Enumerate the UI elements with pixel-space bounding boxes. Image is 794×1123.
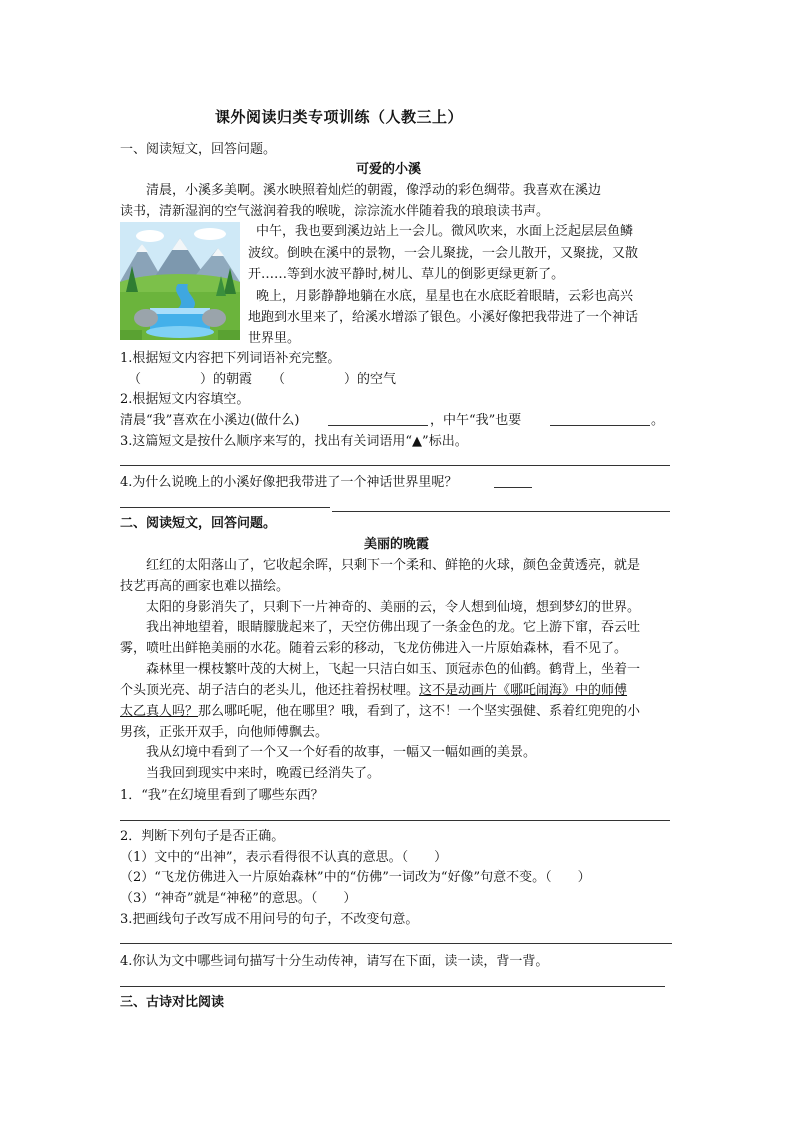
s1-q4-answer-blank[interactable] [494, 487, 532, 488]
page-title: 课外阅读归类专项训练（人教三上） [215, 108, 464, 126]
article-1-title: 可爱的小溪 [356, 162, 422, 177]
article-2-title: 美丽的晚霞 [364, 537, 430, 552]
underlined-sentence-part-1: 这不是动画片《哪吒闹海》中的师傅 [419, 683, 628, 698]
s2-paragraph-4-line-3 [120, 702, 640, 722]
s1-question-3: 3.这篇短文是按什么顺序来写的，找出有关词语用“▲”标出。 [120, 434, 468, 449]
s2-paragraph-2: 太阳的身影消失了，只剩下一片神奇的、美丽的云，令人想到仙境，想到梦幻的世界。 [146, 600, 641, 615]
s1-paragraph-1-line-2: 读书，清新湿润的空气滋润着我的喉咙，淙淙流水伴随着我的琅琅读书声。 [120, 204, 550, 219]
s2-q1-answer-line[interactable] [120, 820, 670, 821]
s1-q2-answer-line-2[interactable] [550, 425, 650, 426]
section-3-heading: 三、古诗对比阅读 [120, 995, 225, 1010]
s2-paragraph-1-line-1: 红红的太阳落山了，它收起余晖，只剩下一个柔和、鲜艳的火球，颜色金黄透亮，就是 [146, 558, 641, 573]
s2-q2-item-3: （3）“神奇”就是“神秘”的意思。（ ） [120, 891, 357, 906]
s2-p4-text-plain-2: 那么哪吒呢，他在哪里？哦，看到了，这不！一个坚实强健、系着红兜兜的小 [198, 704, 641, 719]
s2-q4-answer-line[interactable] [120, 986, 665, 987]
s1-paragraph-1-line-1: 清晨，小溪多美啊。溪水映照着灿烂的朝霞，像浮动的彩色绸带。我喜欢在溪边 [146, 183, 602, 198]
s1-paragraph-3-line-3: 世界里。 [248, 331, 301, 346]
s2-paragraph-4-line-4: 男孩，正张开双手，向他师傅飘去。 [120, 725, 329, 740]
s2-paragraph-3-line-1: 我出神地望着，眼睛朦胧起来了，天空仿佛出现了一条金色的龙。它上游下窜，吞云吐 [146, 620, 641, 635]
s2-paragraph-6: 当我回到现实中来时，晚霞已经消失了。 [146, 766, 381, 781]
s2-paragraph-4-line-2 [120, 681, 627, 701]
underlined-sentence-part-2: 太乙真人吗？ [120, 704, 199, 719]
s1-question-2: 2.根据短文内容填空。 [120, 392, 250, 407]
s1-q3-answer-line[interactable] [120, 465, 670, 466]
s1-question-1: 1.根据短文内容把下列词语补充完整。 [120, 351, 341, 366]
s2-question-4: 4.你认为文中哪些词句描写十分生动传神，请写在下面，读一读，背一背。 [120, 954, 549, 969]
s2-paragraph-5: 我从幻境中看到了一个又一个好看的故事，一幅又一幅如画的美景。 [146, 745, 537, 760]
s1-question-4: 4.为什么说晚上的小溪好像把我带进了一个神话世界里呢？ [120, 475, 458, 490]
section-2-heading: 二、阅读短文，回答问题。 [120, 516, 277, 531]
s1-paragraph-3-line-2: 地跑到水里来了，给溪水增添了银色。小溪好像把我带进了一个神话 [248, 310, 639, 325]
s1-q2-answer-line-1[interactable] [328, 425, 428, 426]
s1-q4-answer-line-short[interactable] [120, 507, 330, 508]
s1-q2-text-b: ，中午“我”也要 [430, 413, 522, 428]
s2-p4-text-plain: 个头顶光亮、胡子洁白的老头儿，他还拄着拐杖哩。 [120, 683, 420, 698]
s1-paragraph-2-line-1: 中午，我也要到溪边站上一会儿。微风吹来，水面上泛起层层鱼鳞 [256, 224, 634, 239]
s1-q1-close-2: ）的空气 [344, 372, 397, 387]
s1-paragraph-3-line-1: 晚上，月影静静地躺在水底，星星也在水底眨着眼睛，云彩也高兴 [256, 289, 634, 304]
s1-paragraph-2-line-3: 开……等到水波平静时,树儿、草儿的倒影更绿更新了。 [248, 267, 565, 282]
s1-q4-answer-line-long[interactable] [332, 511, 670, 512]
s2-question-3: 3.把画线句子改写成不用问号的句子，不改变句意。 [120, 912, 419, 927]
s1-q2-text-c: 。 [651, 413, 665, 428]
s2-question-1: 1．“我”在幻境里看到了哪些东西？ [120, 788, 324, 803]
s1-paragraph-2-line-2: 波纹。倒映在溪中的景物，一会儿聚拢，一会儿散开，又聚拢，又散 [248, 246, 639, 261]
s2-paragraph-3-line-2: 雾，喷吐出鲜艳美丽的水花。随着云彩的移动，飞龙仿佛进入一片原始森林，看不见了。 [120, 641, 628, 656]
stream-illustration [120, 222, 240, 340]
section-1-heading: 一、阅读短文，回答问题。 [120, 142, 277, 157]
s2-paragraph-1-line-2: 技艺再高的画家也难以描绘。 [120, 579, 290, 594]
s2-paragraph-4-line-1: 森林里一棵枝繁叶茂的大树上，飞起一只洁白如玉、顶冠赤色的仙鹤。鹤背上，坐着一 [146, 662, 641, 677]
s2-q3-answer-line[interactable] [120, 943, 672, 944]
s1-q1-close-1: ）的朝霞 [200, 372, 253, 387]
s2-question-2: 2．判断下列句子是否正确。 [120, 829, 285, 844]
s2-q2-item-1: （1）文中的“出神”，表示看得很不认真的意思。（ ） [120, 850, 448, 865]
s1-q2-text-a: 清晨“我”喜欢在小溪边(做什么) [120, 413, 300, 428]
s1-q1-open-2: （ [272, 372, 286, 387]
s1-q1-open-1: （ [128, 372, 142, 387]
s2-q2-item-2: （2）“飞龙仿佛进入一片原始森林”中的“仿佛”一词改为“好像”句意不变。（ ） [120, 870, 591, 885]
